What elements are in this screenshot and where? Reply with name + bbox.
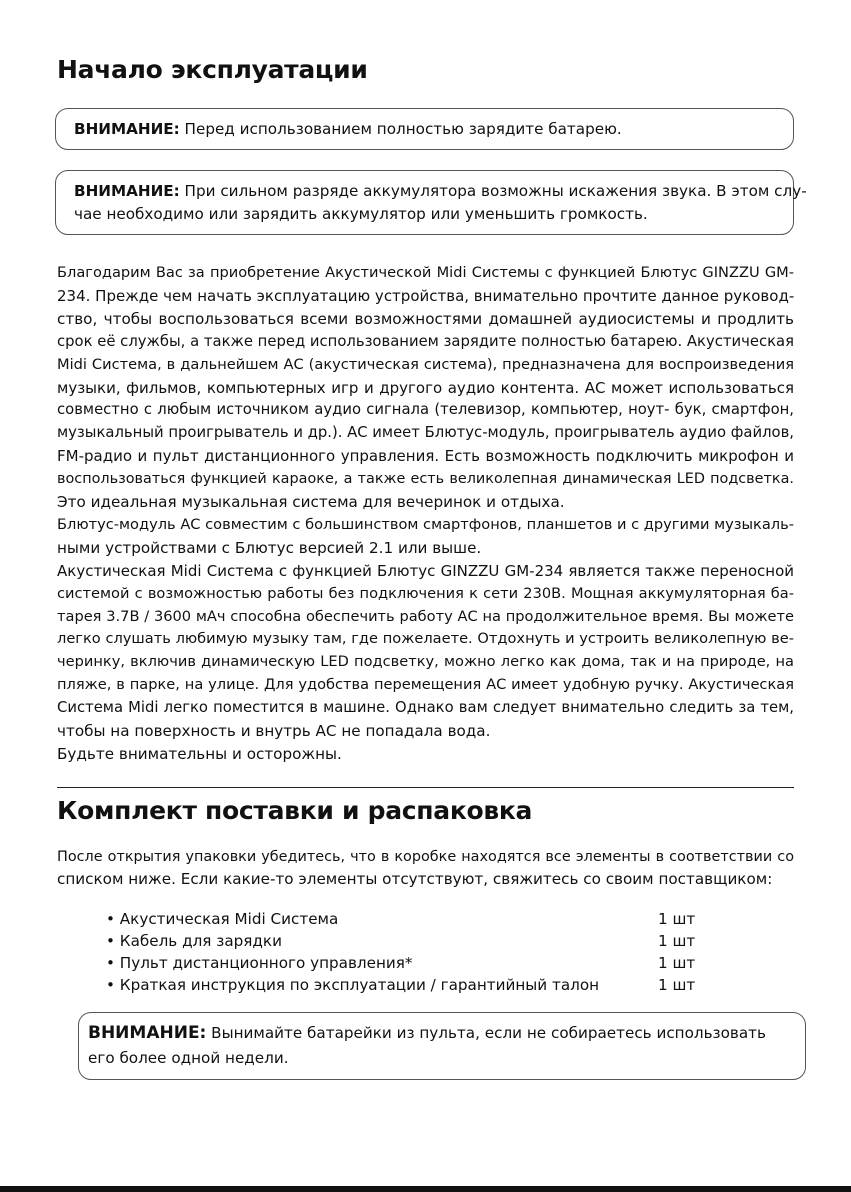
paragraph-line: тарея 3.7В / 3600 мАч способна обеспечить работу АС на продолжительное время. Вы можете (57, 607, 794, 625)
notice-label: ВНИМАНИЕ: (88, 1023, 207, 1043)
paragraph-line: воспользоваться функцией караоке, а также есть великолепная динамическая LED подсветка. (57, 471, 794, 488)
package-item-name: • Краткая инструкция по эксплуатации / гарантийный талон (106, 976, 600, 994)
notice-discharge-line-2: чае необходимо или зарядить аккумулятор или уменьшить громкость. (74, 205, 648, 223)
paragraph-line: черинку, включив динамическую LED подсветку, можно легко как дома, так и на природе, на (57, 653, 794, 671)
paragraph-line: пляже, в парке, на улице. Для удобства перемещения АС имеет удобную ручку. Акустическая (57, 676, 794, 694)
package-item-quantity: 1 шт (658, 910, 696, 928)
package-item-name: • Пульт дистанционного управления* (106, 954, 413, 972)
page-bottom-bar (0, 1186, 851, 1192)
paragraph-line: срок её службы, а также перед использованием зарядите полностью батарею. Акустическая (57, 332, 794, 350)
package-item-quantity: 1 шт (658, 976, 696, 994)
paragraph-line: системой с возможностью работы без подключения к сети 230В. Мощная аккумуляторная ба- (57, 584, 794, 602)
paragraph-line: Система Midi легко поместится в машине. Однако вам следует внимательно следить за тем, (57, 699, 794, 717)
notice-label: ВНИМАНИЕ: (74, 120, 180, 138)
notice-discharge-line-1 (74, 180, 807, 202)
notice-body: Вынимайте батарейки из пульта, если не собираетесь использовать (206, 1024, 766, 1042)
package-item-name: • Кабель для зарядки (106, 932, 282, 950)
notice-label: ВНИМАНИЕ: (74, 182, 180, 200)
paragraph-line: музыкальный проигрыватель и др.). АС имеет Блютус-модуль, проигрыватель аудио файлов, (57, 424, 794, 442)
paragraph-line: FM-радио и пульт дистанционного управления. Есть возможность подключить микрофон и (57, 447, 794, 466)
paragraph-line: ство, чтобы воспользоваться всеми возможностями домашней аудиосистемы и продлить (57, 309, 794, 328)
paragraph-line: чтобы на поверхность и внутрь АС не попадала вода. (57, 722, 491, 740)
paragraph-line: музыки, фильмов, компьютерных игр и другого аудио контента. АС может использоваться (57, 378, 794, 397)
notice-batteries-line-2: его более одной недели. (88, 1049, 289, 1067)
package-item-quantity: 1 шт (658, 954, 696, 972)
package-item-name: • Акустическая Midi Система (106, 910, 339, 928)
notice-body: При сильном разряде аккумулятора возможны искажения звука. В этом слу- (179, 182, 807, 200)
paragraph-line: Благодарим Вас за приобретение Акустической Midi Системы с функцией Блютус GINZZU GM- (57, 264, 794, 281)
paragraph-line: Блютус-модуль АС совместим с большинством смартфонов, планшетов и с другими музыкаль- (57, 515, 794, 533)
notice-body: Перед использованием полностью зарядите батарею. (179, 120, 622, 138)
package-intro-line-1: После открытия упаковки убедитесь, что в коробке находятся все элементы в соответствии со (57, 849, 794, 865)
section-divider (57, 787, 794, 788)
package-item-quantity: 1 шт (658, 932, 696, 950)
package-intro-line-2: списком ниже. Если какие-то элементы отсутствуют, свяжитесь со своим поставщиком: (57, 870, 773, 888)
paragraph-line: совместно с любым источником аудио сигнала (телевизор, компьютер, ноут- бук, смартфон, (57, 401, 794, 419)
paragraph-line: Будьте внимательны и осторожны. (57, 744, 342, 763)
paragraph-line: 234. Прежде чем начать эксплуатацию устройства, внимательно прочтите данное руковод- (57, 286, 795, 305)
paragraph-line: легко слушать любимую музыку там, где пожелаете. Отдохнуть и устроить великолепную ве- (57, 630, 794, 648)
notice-batteries-line-1 (88, 1022, 766, 1044)
section-title-package-contents: Комплект поставки и распаковка (57, 796, 533, 825)
paragraph-line: Это идеальная музыкальная система для вечеринок и отдыха. (57, 493, 565, 511)
paragraph-line: Midi Система, в дальнейшем АС (акустическая система), предназначена для воспроизведения (57, 355, 794, 373)
paragraph-line: Акустическая Midi Система с функцией Блютус GINZZU GM-234 является также переносной (57, 561, 794, 580)
section-title-getting-started: Начало эксплуатации (57, 55, 368, 84)
notice-charge-text (74, 118, 622, 140)
paragraph-line: ными устройствами с Блютус версией 2.1 или выше. (57, 538, 482, 557)
